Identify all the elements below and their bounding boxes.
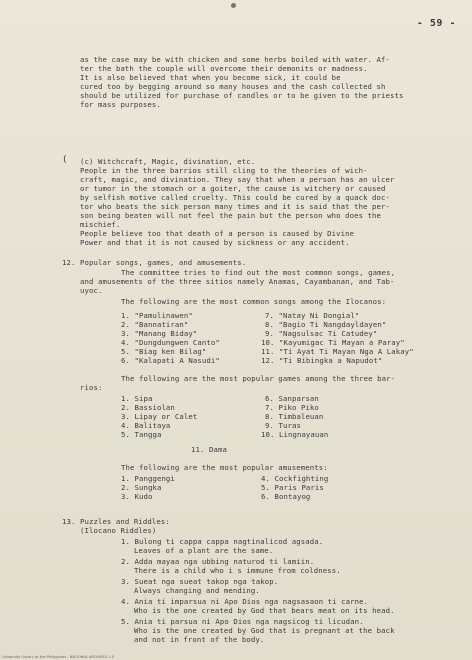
text-line: The following are the most common songs among the Ilocanos: — [121, 297, 387, 306]
game-item: 7. Piko Piko — [265, 403, 319, 412]
text-line: tor who beats the sick person many times and it is said that the per- — [80, 202, 391, 211]
text-line: craft, magic, and divination. They say that when a person has an ulcer — [80, 175, 395, 184]
song-item: 8. "Bagio Ti Nangdayldayen" — [265, 320, 387, 329]
song-item: 2. "Bannatiran" — [121, 320, 189, 329]
riddle-answer: There is a child who i s immune from coldness. — [134, 566, 341, 575]
amusement-item: 4. Cockfighting — [261, 474, 329, 483]
text-line: as the case may be with chicken and some herbs boiled with water. Af- — [80, 55, 391, 64]
archive-footer: University Library at the Philippines - NATIONAL ARCHIVES 1.0 — [2, 655, 114, 659]
riddle-question: 2. Adda mayaa nga ubbing naturod ti lamiin. — [121, 557, 315, 566]
staple-mark — [231, 3, 236, 8]
riddle-answer: Who is the one created by God that is pregnant at the back — [134, 626, 395, 635]
section-subheading: (Ilocano Riddles) — [80, 526, 157, 535]
text-line: or tumor in the stomach or a goiter, the cause is witchery or caused — [80, 184, 386, 193]
game-item: 9. Turas — [265, 421, 301, 430]
song-item: 9. "Nagsulsac Ti Catudey" — [265, 329, 378, 338]
game-item: 5. Tangga — [121, 430, 162, 439]
text-line: People in the three barrios still cling to the theories of wich- — [80, 166, 368, 175]
amusement-item: 2. Sungka — [121, 483, 162, 492]
game-item: 3. Lipay or Calet — [121, 412, 198, 421]
song-item: 10. "Kayumigac Ti Mayan a Paray" — [261, 338, 405, 347]
text-line: cured too by begging around so many houses and the cash collected sh — [80, 82, 386, 91]
text-line: and not in front of the body. — [134, 635, 265, 644]
text-line: and amusements of the three sitios namely Anamas, Cayambanan, and Tab- — [80, 277, 395, 286]
text-line: The committee tries to find out the most common songs, games, — [121, 268, 396, 277]
song-item: 11. "Ti Ayat Ti Mayan Nga A Lakay" — [261, 347, 414, 356]
song-item: 1. "Pamulinawen" — [121, 311, 193, 320]
text-line: should be utilized for purchase of candles or to be given to the priests — [80, 91, 404, 100]
text-line: People believe too that death of a person is caused by Divine — [80, 229, 355, 238]
section-heading: 13. Puzzles and Riddles: — [62, 517, 170, 526]
riddle-question: 1. Bulong ti cappa cappa nagtinalicod agsada. — [121, 537, 324, 546]
song-item: 7. "Natay Ni Dongial" — [265, 311, 360, 320]
riddle-question: 5. Ania ti parsua ni Apo Dios nga nagsicog ti licudan. — [121, 617, 364, 626]
song-item: 12. "Ti Bibingka a Napudot" — [261, 356, 383, 365]
text-line: It is also believed that when you become sick, it could be — [80, 73, 341, 82]
game-item: 10. Lingnayauan — [261, 430, 329, 439]
amusement-item: 1. Panggengi — [121, 474, 175, 483]
margin-paren: ( — [62, 155, 68, 165]
riddle-question: 3. Sueat nga sueat takop nga takop. — [121, 577, 279, 586]
song-item: 6. "Kalapati A Nasudi" — [121, 356, 220, 365]
game-item: 2. Bassiolan — [121, 403, 175, 412]
riddle-answer: Who is the one created by God that bears meat on its head. — [134, 606, 395, 615]
game-item: 1. Sipa — [121, 394, 153, 403]
text-line: uyoc. — [80, 286, 103, 295]
riddle-answer: Leaves of a plant are the same. — [134, 546, 274, 555]
amusement-item: 6. Bontayog — [261, 492, 311, 501]
game-item: 6. Sanparsan — [265, 394, 319, 403]
section-heading: 12. Popular songs, games, and amusements. — [62, 258, 247, 267]
amusement-item: 5. Paris Paris — [261, 483, 324, 492]
game-item: 4. Balitaya — [121, 421, 171, 430]
song-item: 3. "Manang Biday" — [121, 329, 198, 338]
text-line: The following are the most popular amusements: — [121, 463, 328, 472]
song-item: 5. "Biag ken Bilag" — [121, 347, 207, 356]
text-line: son being beaten will not feel the pain but the person who does the — [80, 211, 382, 220]
text-line: for mass purposes. — [80, 100, 161, 109]
page-number: - 59 - — [416, 18, 456, 29]
game-item: 11. Dama — [191, 445, 227, 454]
text-line: The following are the most popular games among the three bar- — [121, 374, 396, 383]
text-line: rios: — [80, 383, 103, 392]
text-line: by selfish motive called cruelty. This could be cured by a quack doc- — [80, 193, 391, 202]
song-item: 4. "Dungdungwen Canto" — [121, 338, 220, 347]
text-line: ter the bath the couple will overcome their demonits or madness. — [80, 64, 368, 73]
text-line: mischief. — [80, 220, 121, 229]
riddle-question: 4. Ania ti imparsua ni Apo Dios nga nagsasaon ti carne. — [121, 597, 369, 606]
text-line: Power and that it is not caused by sickness or any accident. — [80, 238, 350, 247]
riddle-answer: Always changing and mending. — [134, 586, 260, 595]
section-heading: (c) Witchcraft, Magic, divination, etc. — [80, 157, 256, 166]
game-item: 8. Timbaleuan — [265, 412, 324, 421]
amusement-item: 3. Kudo — [121, 492, 153, 501]
